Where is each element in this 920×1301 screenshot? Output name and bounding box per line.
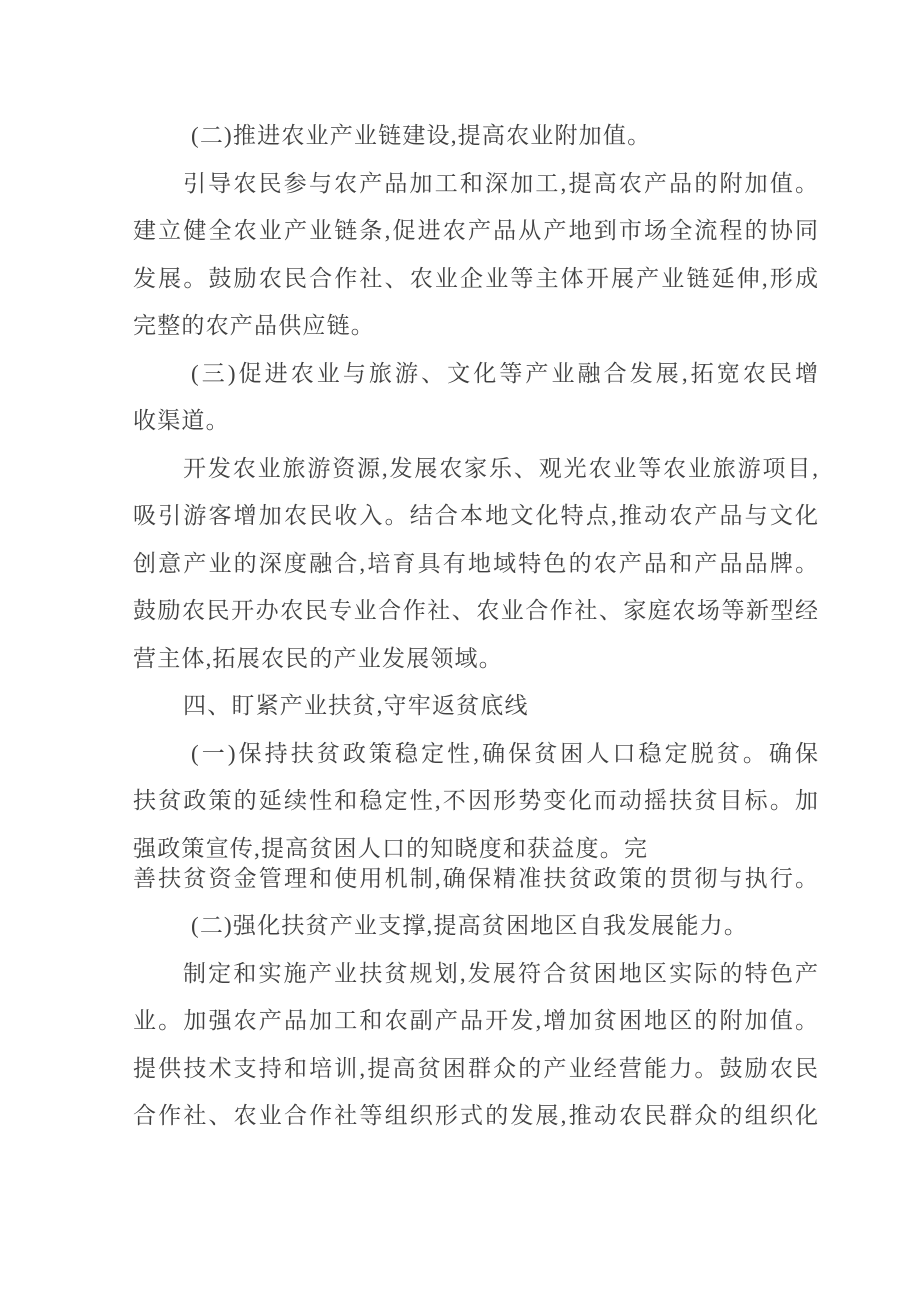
body-text-line: 提供技术支持和培训,提高贫困群众的产业经营能力。鼓励农民: [133, 1055, 818, 1081]
document-text-block: [133, 112, 818, 1140]
subsection-heading: (三)促进农业与旅游、文化等产业融合发展,拓宽农民增: [191, 360, 818, 386]
body-text-line: 强政策宣传,提高贫困人口的知晓度和获益度。完: [133, 835, 649, 861]
subsection-heading: (二)推进农业产业链建设,提高农业附加值。: [191, 123, 652, 148]
subsection-heading-continuation: 收渠道。: [133, 408, 230, 433]
body-text-line: 建立健全农业产业链条,促进农产品从产地到市场全流程的协同: [133, 218, 818, 243]
body-text-line: 发展。鼓励农民合作社、农业企业等主体开展产业链延伸,形成: [133, 265, 818, 291]
body-text-line: (一)保持扶贫政策稳定性,确保贫困人口稳定脱贫。确保: [191, 740, 818, 766]
body-text-line: 吸引游客增加农民收入。结合本地文化特点,推动农产品与文化: [133, 503, 818, 528]
body-text-line: 引导农民参与农产品加工和深加工,提高农产品的附加值。: [183, 170, 818, 196]
body-text-line: 完整的农产品供应链。: [133, 313, 375, 338]
body-text-line: 业。加强农产品加工和农副产品开发,增加贫困地区的附加值。: [133, 1008, 818, 1033]
body-text-line: 扶贫政策的延续性和稳定性,不因形势变化而动摇扶贫目标。加: [133, 788, 818, 813]
body-text-line: 营主体,拓展农民的产业发展领域。: [133, 645, 503, 671]
section-heading: 四、盯紧产业扶贫,守牢返贫底线: [183, 693, 529, 718]
body-text-line: 合作社、农业合作社等组织形式的发展,推动农民群众的组织化: [133, 1103, 818, 1128]
body-text-line: 创意产业的深度融合,培育具有地域特色的农产品和产品品牌。: [133, 550, 818, 576]
body-text-line: 制定和实施产业扶贫规划,发展符合贫困地区实际的特色产: [183, 960, 818, 986]
subsection-heading: (二)强化扶贫产业支撑,提高贫困地区自我发展能力。: [191, 913, 749, 938]
body-text-line: 鼓励农民开办农民专业合作社、农业合作社、家庭农场等新型经: [133, 598, 818, 623]
body-text-line: 开发农业旅游资源,发展农家乐、观光农业等农业旅游项目,: [183, 455, 818, 481]
body-text-line: 善扶贫资金管理和使用机制,确保精准扶贫政策的贯彻与执行。: [133, 865, 818, 891]
